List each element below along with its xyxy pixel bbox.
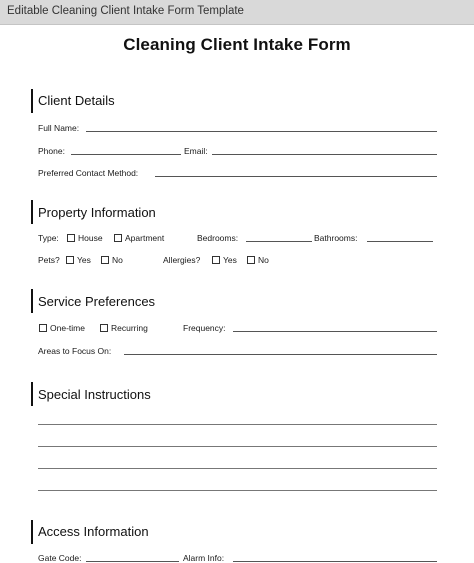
form-title: Cleaning Client Intake Form (123, 35, 351, 54)
access-information-heading: Access Information (38, 524, 149, 539)
access-information-accent-bar (31, 520, 33, 544)
apartment-label: Apartment (125, 233, 165, 243)
service-preferences-accent-bar (31, 289, 33, 313)
recurring-label: Recurring (111, 323, 148, 333)
instructions-line-1[interactable] (38, 424, 437, 425)
recurring-checkbox[interactable] (100, 324, 108, 332)
one-time-label: One-time (50, 323, 85, 333)
instructions-line-4[interactable] (38, 490, 437, 491)
allergies-yes-label: Yes (223, 255, 237, 265)
alarm-info-label: Alarm Info: (183, 553, 225, 563)
bathrooms-field[interactable] (367, 241, 433, 242)
bathrooms-label: Bathrooms: (314, 233, 358, 243)
instructions-line-3[interactable] (38, 468, 437, 469)
frequency-field[interactable] (233, 331, 437, 332)
phone-label: Phone: (38, 146, 65, 156)
service-preferences-heading: Service Preferences (38, 294, 156, 309)
full-name-field[interactable] (86, 131, 437, 132)
allergies-label: Allergies? (163, 255, 201, 265)
alarm-info-field[interactable] (233, 561, 437, 562)
phone-field[interactable] (71, 154, 181, 155)
house-checkbox[interactable] (67, 234, 75, 242)
apartment-checkbox[interactable] (114, 234, 122, 242)
house-label: House (78, 233, 103, 243)
allergies-no-label: No (258, 255, 269, 265)
client-details-accent-bar (31, 89, 33, 113)
pets-yes-checkbox[interactable] (66, 256, 74, 264)
full-name-label: Full Name: (38, 123, 80, 133)
gate-code-field[interactable] (86, 561, 179, 562)
contact-method-label: Preferred Contact Method: (38, 168, 139, 178)
pets-no-label: No (112, 255, 123, 265)
pets-yes-label: Yes (77, 255, 91, 265)
pets-label: Pets? (38, 255, 60, 265)
property-information-accent-bar (31, 200, 33, 224)
email-field[interactable] (212, 154, 437, 155)
property-information-heading: Property Information (38, 205, 156, 220)
instructions-line-2[interactable] (38, 446, 437, 447)
allergies-no-checkbox[interactable] (247, 256, 255, 264)
frequency-label: Frequency: (183, 323, 226, 333)
pets-no-checkbox[interactable] (101, 256, 109, 264)
banner-title: Editable Cleaning Client Intake Form Template (7, 5, 244, 17)
gate-code-label: Gate Code: (38, 553, 82, 563)
areas-focus-label: Areas to Focus On: (38, 346, 112, 356)
allergies-yes-checkbox[interactable] (212, 256, 220, 264)
email-label: Email: (184, 146, 208, 156)
contact-method-field[interactable] (155, 176, 437, 177)
client-details-heading: Client Details (38, 93, 115, 108)
bedrooms-label: Bedrooms: (197, 233, 239, 243)
type-label: Type: (38, 233, 59, 243)
special-instructions-heading: Special Instructions (38, 387, 151, 402)
template-banner (0, 0, 474, 25)
bedrooms-field[interactable] (246, 241, 312, 242)
one-time-checkbox[interactable] (39, 324, 47, 332)
special-instructions-accent-bar (31, 382, 33, 406)
areas-focus-field[interactable] (124, 354, 437, 355)
